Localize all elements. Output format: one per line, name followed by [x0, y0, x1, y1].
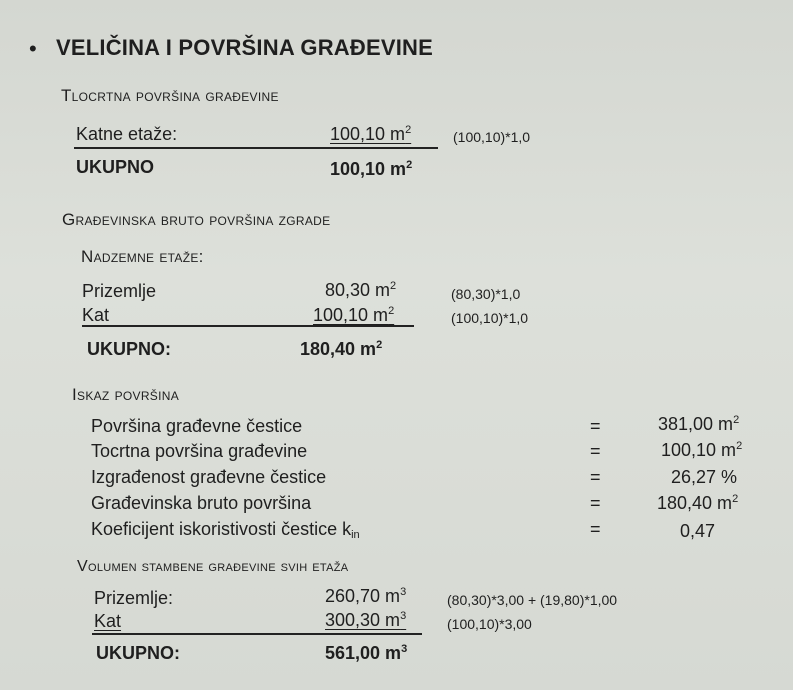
prizemlje-value: 80,30 $m^2$ — [325, 280, 397, 300]
volumen-kat-note: (100,10)*3,00 — [447, 616, 532, 632]
iskaz-value-izgradenost: 26,27 % — [671, 467, 738, 487]
volumen-heading: Volumen stambene građevine svih etaža — [77, 558, 349, 575]
iskaz-equals-1: = — [590, 416, 601, 436]
bruto-total-value: 180,40 $m^2$ — [300, 339, 383, 359]
iskaz-label-bruto: Građevinska bruto površina — [91, 493, 312, 513]
iskaz-equals-4: = — [590, 493, 601, 513]
volumen-total-value: 561,00 $m^3$ — [325, 643, 408, 663]
iskaz-label-cestica: Površina građevne čestice — [91, 416, 303, 436]
iskaz-label-tlocrtna: Tocrtna površina građevine — [91, 441, 308, 461]
bruto-heading: Građevinska bruto površina zgrade — [62, 210, 331, 229]
iskaz-value-cestica: 381,00 $m^2$ — [658, 414, 740, 434]
kat-value: 100,10 $m^2$ — [313, 305, 395, 325]
bullet-point: • — [29, 36, 37, 61]
iskaz-heading: Iskaz površina — [72, 385, 180, 404]
volumen-kat-label: Kat — [94, 611, 122, 631]
katne-etaze-note: (100,10)*1,0 — [453, 129, 531, 145]
iskaz-value-koeficijent: 0,47 — [680, 521, 716, 541]
katne-etaze-label: Katne etaže: — [76, 124, 178, 144]
volumen-total-label: UKUPNO: — [96, 643, 180, 663]
katne-etaze-value: 100,10 $m^2$ — [330, 124, 412, 144]
volumen-prizemlje-label: Prizemlje: — [94, 588, 174, 608]
tlocrtna-total-label: UKUPNO — [76, 157, 155, 177]
bruto-total-label: UKUPNO: — [87, 339, 171, 359]
bruto-sum-rule — [82, 325, 414, 327]
iskaz-label-koeficijent: Koeficijent iskoristivosti čestice $k_{in}$ — [91, 519, 360, 541]
iskaz-value-bruto: 180,40 $m^2$ — [657, 493, 739, 513]
volumen-kat-value: 300,30 $m^3$ — [325, 610, 407, 630]
tlocrtna-total-value: 100,10 $m^2$ — [330, 159, 413, 179]
iskaz-value-tlocrtna: 100,10 $m^2$ — [661, 440, 743, 460]
prizemlje-label: Prizemlje — [82, 281, 157, 301]
volumen-prizemlje-note: (80,30)*3,00 + (19,80)*1,00 — [447, 592, 618, 608]
nadzemne-etaze-heading: Nadzemne etaže: — [81, 247, 204, 266]
tlocrtna-sum-rule — [74, 147, 438, 149]
section-title: VELIČINA I POVRŠINA GRAĐEVINE — [56, 35, 433, 60]
volumen-sum-rule — [92, 633, 422, 635]
tlocrtna-heading: Tlocrtna površina građevine — [61, 86, 279, 105]
volumen-prizemlje-value: 260,70 $m^3$ — [325, 586, 407, 606]
kat-label: Kat — [82, 305, 110, 325]
iskaz-label-izgradenost: Izgrađenost građevne čestice — [91, 467, 327, 487]
iskaz-equals-3: = — [590, 467, 601, 487]
kat-note: (100,10)*1,0 — [451, 310, 529, 326]
iskaz-equals-2: = — [590, 441, 601, 461]
prizemlje-note: (80,30)*1,0 — [451, 286, 521, 302]
iskaz-equals-5: = — [590, 519, 601, 539]
